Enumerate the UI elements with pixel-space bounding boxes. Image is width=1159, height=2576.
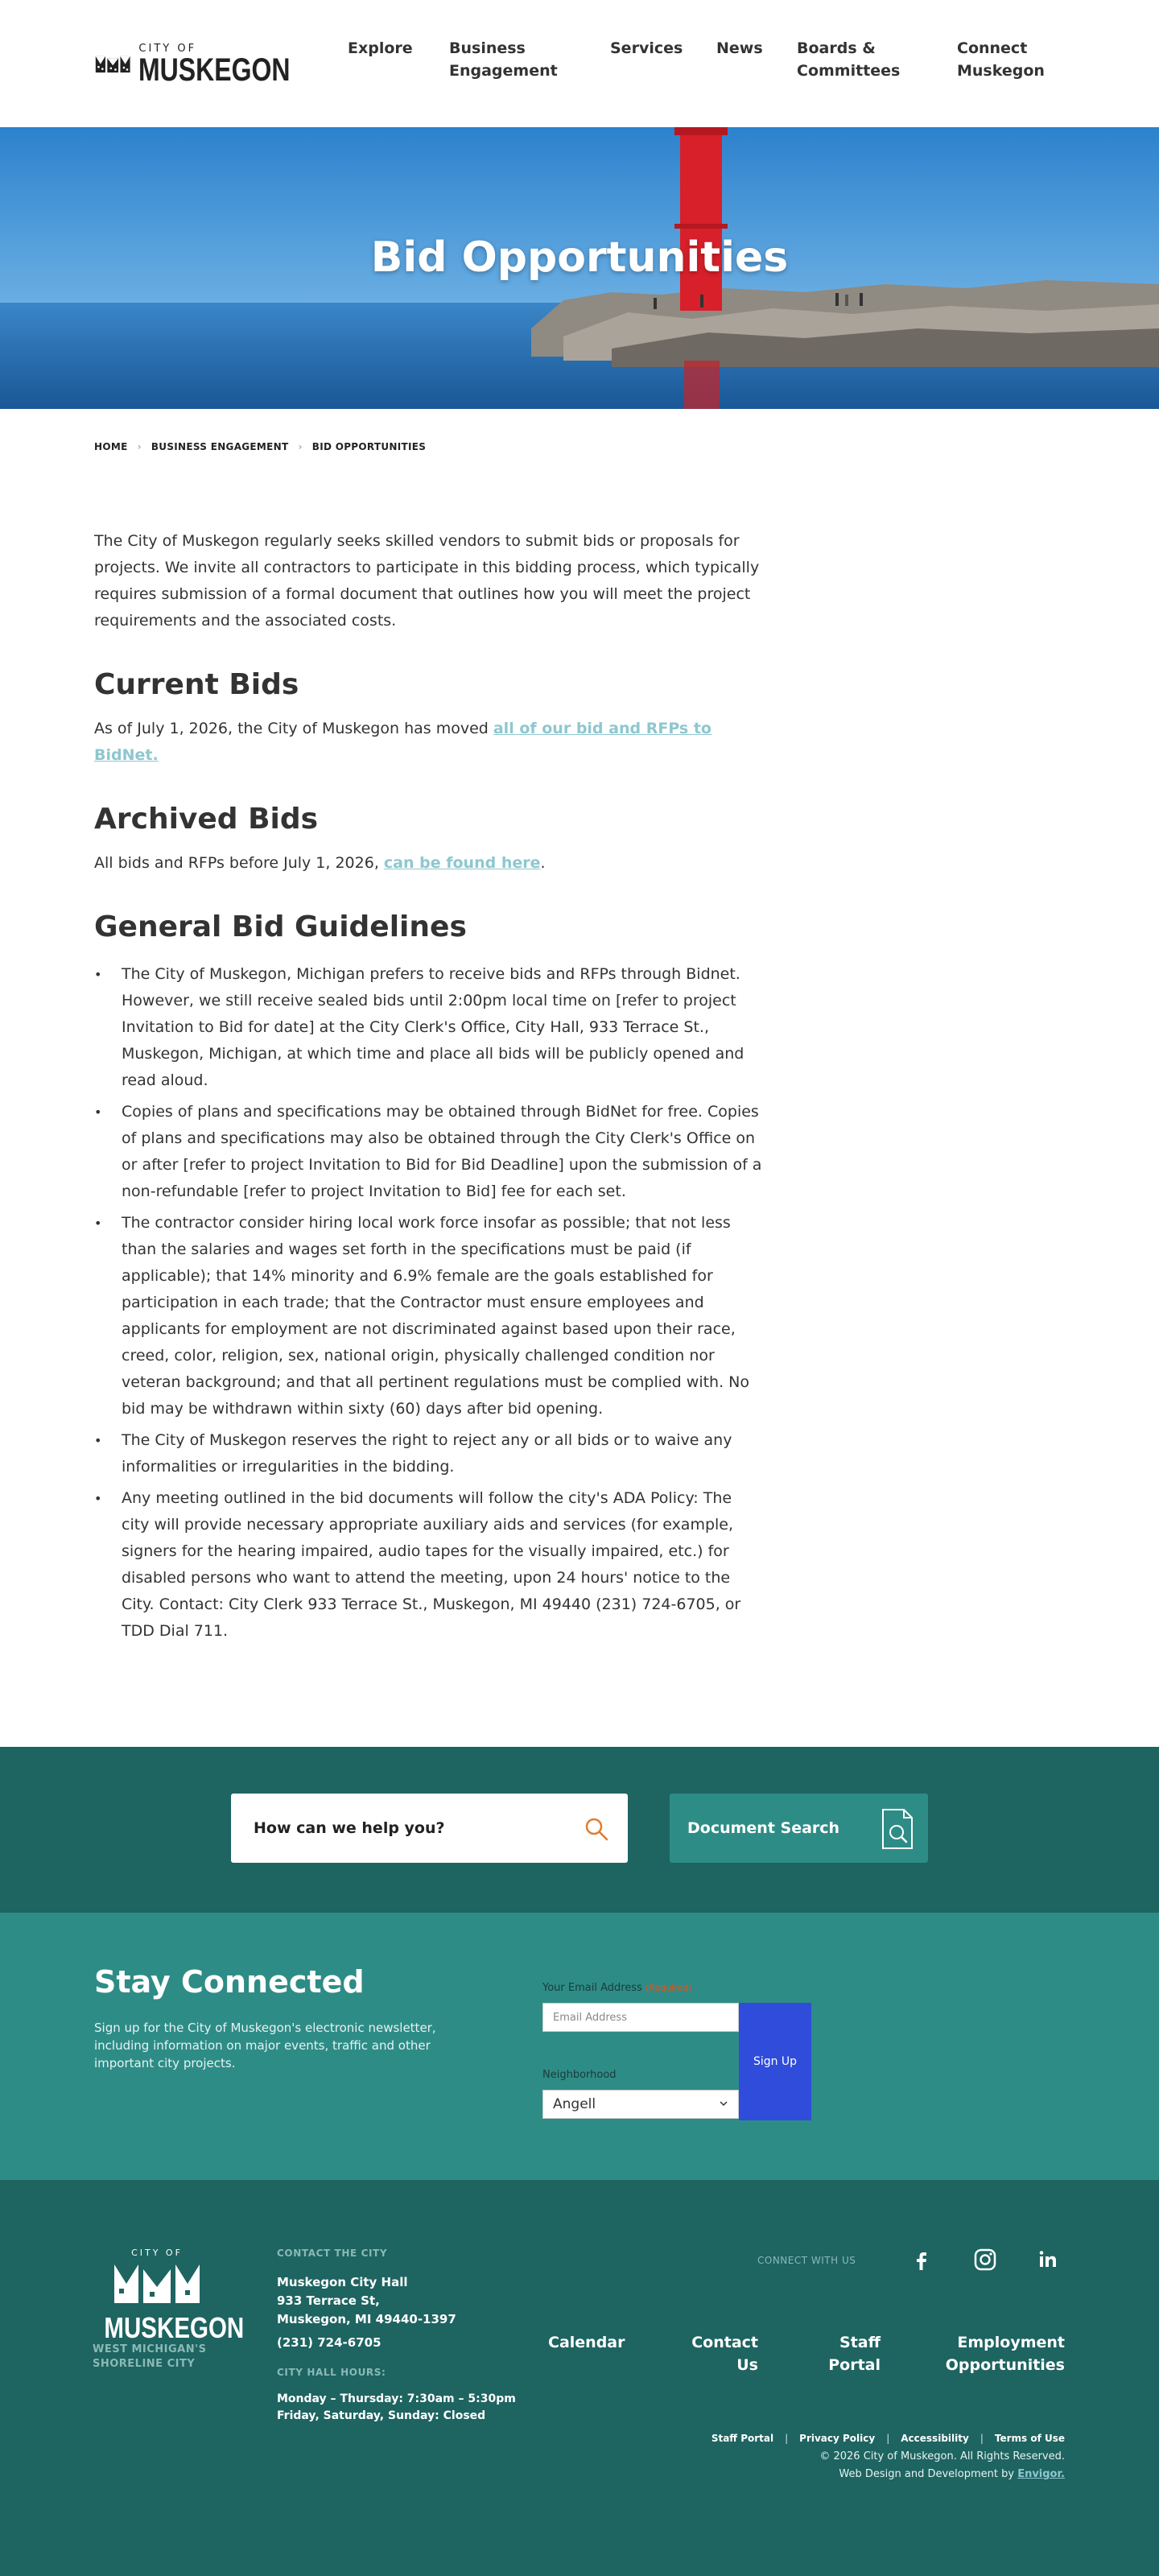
chevron-right-icon: › — [137, 441, 142, 452]
footer-link-calendar[interactable]: Calendar — [548, 2334, 625, 2351]
hero-banner — [0, 127, 1159, 409]
page-title: Bid Opportunities — [370, 233, 789, 282]
email-label: Your Email Address (Required) — [542, 1982, 692, 1994]
facebook-icon[interactable] — [909, 2248, 934, 2272]
current-bids-text: As of July 1, 2026, the City of Muskegon has moved all of our bid and RFPs to BidNet. — [94, 720, 711, 764]
breadcrumb-business-engagement[interactable]: BUSINESS ENGAGEMENT — [151, 441, 289, 452]
archived-bids-link[interactable]: can be found here — [383, 854, 541, 872]
current-bids-heading: Current Bids — [94, 668, 299, 701]
guidelines-heading: General Bid Guidelines — [94, 910, 467, 943]
logo-name: MUSKEGON — [138, 52, 291, 88]
instagram-icon[interactable] — [973, 2248, 997, 2272]
muskegon-logo-icon — [113, 2261, 201, 2306]
footer-logo-city-of: CITY OF — [131, 2248, 183, 2258]
email-field[interactable]: Email Address — [542, 2003, 739, 2032]
hours-heading: CITY HALL HOURS: — [277, 2367, 386, 2378]
breadcrumb-home[interactable]: HOME — [94, 441, 128, 452]
design-credit: Web Design and Development by Envigor. — [839, 2468, 1065, 2480]
breadcrumb-current: BID OPPORTUNITIES — [311, 441, 427, 452]
list-item: • The contractor consider hiring local work force insofar as possible; that not less than the salaries and wages set forth in the specifications must be paid (if applicable); that 14% minority and 6.9% female are the goals established for participation in each trade; that the Contractor must ensure employees and applicants for employment are not discriminated against based upon their race, creed, color, religion, sex, national origin, physically challenged condition nor veteran background; and that all pertinent regulations must be complied with. No bid may be withdrawn within sixty (60) days after bid opening. — [94, 1210, 762, 1422]
newsletter-title: Stay Connected — [94, 1964, 365, 2000]
site-logo[interactable] — [95, 40, 328, 89]
logo-city-of: CITY OF — [138, 42, 197, 55]
list-item: • The City of Muskegon reserves the right to reject any or all bids or to waive any informalities or irregularities in the bidding. — [94, 1427, 762, 1480]
footer-logo[interactable] — [93, 2248, 245, 2345]
document-search-icon — [880, 1808, 915, 1850]
document-search-label: Document Search — [687, 1819, 840, 1837]
site-search-input[interactable] — [231, 1794, 628, 1863]
main-content — [94, 528, 762, 1649]
neighborhood-select[interactable] — [542, 2090, 739, 2119]
list-item: • Any meeting outlined in the bid documents will follow the city's ADA Policy: The city will provide necessary appropriate auxiliary aids and services (for example, signers for the hearing impaired, audio tapes for the visually impaired, etc.) for disabled persons who want to attend the meeting, upon 24 hours' notice to the City. Contact: City Clerk 933 Terrace St., Muskegon, MI 49440 (231) 724-6705, or TDD Dial 711. — [94, 1485, 762, 1645]
nav-boards-committees[interactable]: Boards & Committees — [797, 39, 901, 80]
phone-number: (231) 724-6705 — [277, 2335, 382, 2350]
nav-news[interactable]: News — [716, 39, 763, 57]
footer-link-staff-portal[interactable]: Staff Portal — [828, 2334, 881, 2374]
archived-bids-text: All bids and RFPs before July 1, 2026, can be found here. — [94, 854, 546, 872]
footer-tagline: WEST MICHIGAN'S SHORELINE CITY — [93, 2343, 207, 2370]
list-item: • Copies of plans and specifications may be obtained through BidNet for free. Copies of plans and specifications may also be obtained through the City Clerk's Office on or after [refer to project Invitation to Bid for Bid Deadline] upon the submission of a non-refundable [refer to project Invitation to Bid] fee for each set. — [94, 1099, 762, 1205]
guidelines-list — [94, 961, 762, 1645]
muskegon-logo-icon — [95, 41, 130, 88]
nav-connect-muskegon[interactable]: Connect Muskegon — [957, 39, 1045, 80]
city-hall-hours: Monday – Thursday: 7:30am – 5:30pm Friday, Saturday, Sunday: Closed — [277, 2392, 516, 2422]
intro-paragraph: The City of Muskegon regularly seeks skilled vendors to submit bids or proposals for projects. We invite all contractors to participate in this bidding process, which typically requires submission of a formal document that outlines how you will meet the project requirements and the associated costs. — [94, 532, 760, 630]
city-hall-address: Muskegon City Hall 933 Terrace St, Muskegon, MI 49440-1397 (231) 724-6705 — [277, 2273, 456, 2352]
document-search-button[interactable] — [670, 1794, 928, 1863]
search-band — [0, 1747, 1159, 1913]
connect-label: CONNECT WITH US — [757, 2255, 856, 2266]
legal-link-accessibility[interactable]: Accessibility — [901, 2433, 969, 2444]
newsletter-description: Sign up for the City of Muskegon's electronic newsletter, including information on major events, traffic and other important city projects. — [94, 2021, 436, 2070]
footer-link-employment[interactable]: Employment Opportunities — [945, 2334, 1065, 2374]
bidnet-link[interactable]: all of our bid and RFPs to BidNet. — [94, 720, 711, 764]
copyright: © 2026 City of Muskegon. All Rights Reserved. — [819, 2450, 1065, 2462]
legal-link-privacy-policy[interactable]: Privacy Policy — [799, 2433, 876, 2444]
contact-heading: CONTACT THE CITY — [277, 2248, 388, 2259]
chevron-right-icon: › — [298, 441, 303, 452]
search-icon[interactable] — [584, 1817, 608, 1841]
legal-links: Staff Portal | Privacy Policy | Accessibility | Terms of Use — [711, 2433, 1065, 2444]
breadcrumb — [94, 441, 426, 452]
nav-explore[interactable]: Explore — [348, 39, 413, 57]
neighborhood-value: Angell — [553, 2096, 596, 2112]
nav-services[interactable]: Services — [610, 39, 683, 57]
neighborhood-label: Neighborhood — [542, 2069, 617, 2081]
site-header — [0, 0, 1159, 127]
linkedin-icon[interactable] — [1036, 2248, 1060, 2272]
nav-business-engagement[interactable]: Business Engagement — [449, 39, 558, 80]
signup-button[interactable]: Sign Up — [739, 2003, 811, 2120]
list-item: • The City of Muskegon, Michigan prefers to receive bids and RFPs through Bidnet. However, we still receive sealed bids until 2:00pm local time on [refer to project Invitation to Bid for date] at the City Clerk's Office, City Hall, 933 Terrace St., Muskegon, Michigan, at which time and place all bids will be publicly opened and read aloud. — [94, 961, 762, 1094]
legal-link-terms[interactable]: Terms of Use — [994, 2433, 1065, 2444]
newsletter-section — [0, 1913, 1159, 2180]
archived-bids-heading: Archived Bids — [94, 803, 319, 836]
footer-logo-name: MUSKEGON — [104, 2311, 245, 2344]
chevron-down-icon — [719, 2099, 728, 2108]
search-placeholder: How can we help you? — [254, 1819, 445, 1837]
footer-link-contact-us[interactable]: Contact Us — [691, 2334, 758, 2374]
envigor-link[interactable]: Envigor. — [1017, 2468, 1065, 2480]
legal-link-staff-portal[interactable]: Staff Portal — [711, 2433, 774, 2444]
site-footer — [0, 2180, 1159, 2576]
required-marker: (Required) — [645, 1983, 692, 1993]
